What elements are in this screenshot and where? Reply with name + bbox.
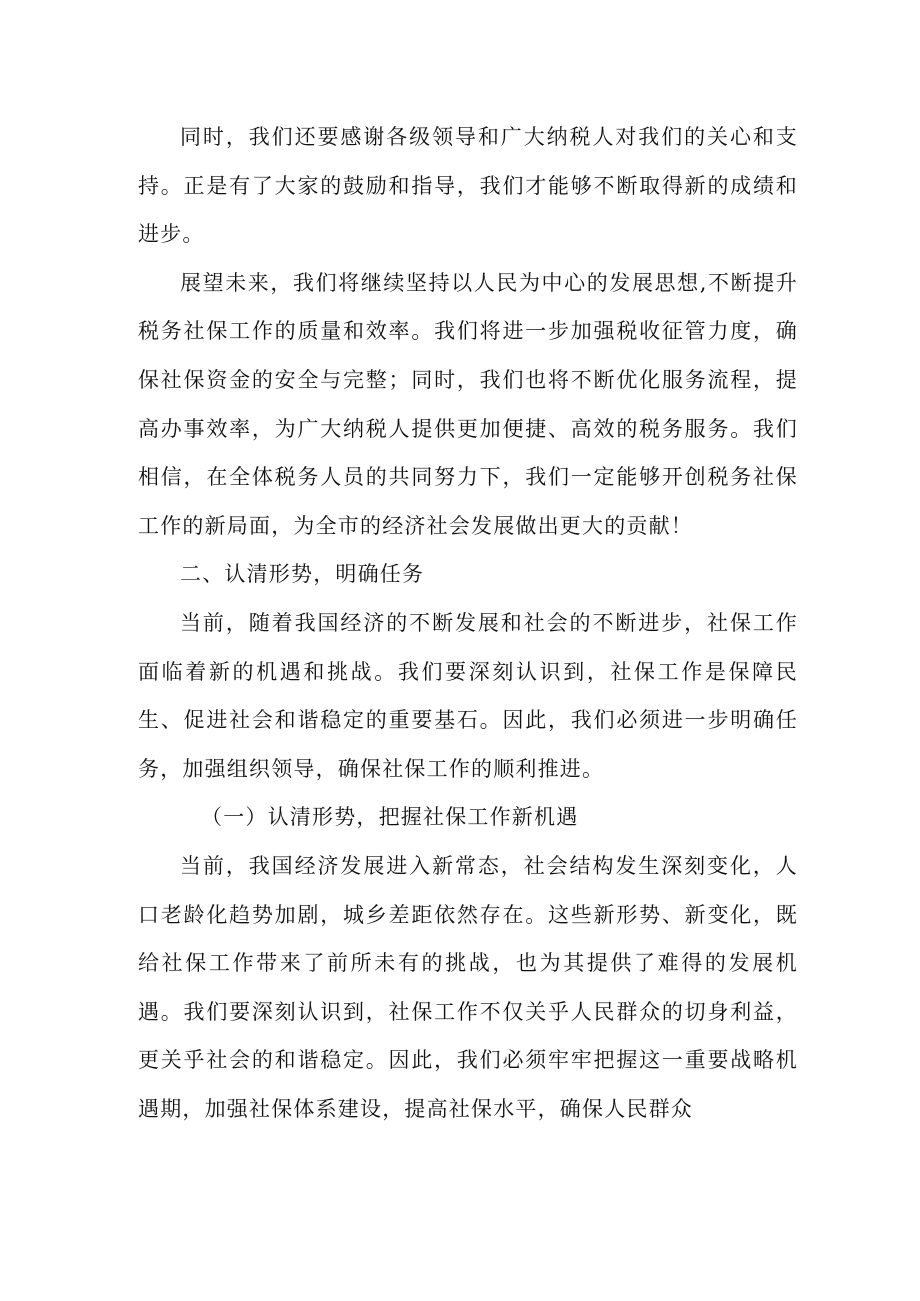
paragraph-new-normal: 当前，我国经济发展进入新常态，社会结构发生深刻变化，人口老龄化趋势加剧，城乡差距依然存在。这些新形势、新变化，既给社保工作带来了前所未有的挑战，也为其提供了难得的发展机遇。我们要深刻认识到，社保工作不仅关乎人民群众的切身利益，更关乎社会的和谐稳定。因此，我们必须牢牢把握这一重要战略机遇期，加强社保体系建设，提高社保水平，确保人民群众 — [138, 853, 798, 1121]
paragraph-outlook: 展望未来，我们将继续坚持以人民为中心的发展思想,不断提升税务社保工作的质量和效率。我们将进一步加强税收征管力度，确保社保资金的安全与完整；同时，我们也将不断优化服务流程，提高办事效率，为广大纳税人提供更加便捷、高效的税务服务。我们相信，在全体税务人员的共同努力下，我们一定能够开创税务社保工作的新局面，为全市的经济社会发展做出更大的贡献！ — [138, 270, 798, 538]
document-body — [138, 113, 798, 1133]
section-heading: 二、认清形势，明确任务 — [180, 562, 425, 587]
paragraph-thanks: 同时，我们还要感谢各级领导和广大纳税人对我们的关心和支持。正是有了大家的鼓励和指导，我们才能够不断取得新的成绩和进步。 — [138, 125, 798, 247]
paragraph-current-situation: 当前，随着我国经济的不断发展和社会的不断进步，社保工作面临着新的机遇和挑战。我们要深刻认识到，社保工作是保障民生、促进社会和谐稳定的重要基石。因此，我们必须进一步明确任务，加强组织领导，确保社保工作的顺利推进。 — [138, 610, 798, 781]
subsection-heading: （一）认清形势，把握社保工作新机遇 — [201, 805, 579, 830]
